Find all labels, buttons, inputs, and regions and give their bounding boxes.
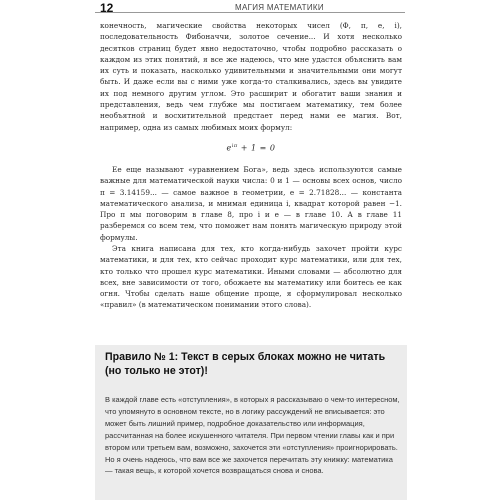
rule-title: Правило № 1: Текст в серых блоках можно не читать (но только не этот)! xyxy=(105,351,386,377)
formula-exponent: iπ xyxy=(231,142,238,149)
page-number: 12 xyxy=(100,1,114,15)
rule-text: В каждой главе есть «отступления», в которых я рассказываю о чем-то интересном, что упомянуто в основном тексте, но в логику рассуждений не вписывается: это может быть лишний пример, подробное доказательство или информация, рассчитанная на более искушенного читателя. При первом чтении главы как и при втором или третьем вам, возможно, захочется эти «отступления» проигнорировать. Но я очень надеюсь, что вам все же захочется перечитать эту книжку: математика — такая вещь, к которой хочется возвращаться снова и снова. xyxy=(105,395,400,476)
paragraph-1: конечность, магические свойства некоторых чисел (Φ, π, e, i), последовательность Фибоначчи, золотое сечение... И хотя несколько десятков страниц будет явно недостаточно, чтобы подробно рассказать о каждом из этих понятий, я все же надеюсь, что мне удастся объяснить вам их суть и показать, насколько удивительными и значительными они могут быть. И даже если вы с ними уже когда-то сталкивались, здесь вы увидите их под немного другим углом. Это расширит и обогатит ваши знания и представления, ведь чем глубже мы постигаем математику, тем более необъятной и восхитительной предстает перед нами ее магия. Вот, например, одна из самых любимых моих формул: xyxy=(100,21,402,132)
page-header xyxy=(0,0,500,18)
header-rule xyxy=(95,12,405,13)
running-head: МАГИЯ МАТЕМАТИКИ xyxy=(235,3,324,12)
paragraph-3: Эта книга написана для тех, кто когда-нибудь захочет пройти курс математики, и для тех, кто сейчас проходит курс математики, или для тех, кто только что прошел курс математики. Иными словами — абсолютно для всех, вне зависимости от того, обожаете вы математику или боитесь ее как огня. Чтобы сделать наше общение проще, я сформулировал несколько «правил» (в математическом понимании этого слова). xyxy=(100,244,402,310)
body-text xyxy=(100,20,402,311)
formula-rest: + 1 = 0 xyxy=(237,143,276,153)
rule-box xyxy=(95,345,407,500)
formula-base: e xyxy=(226,143,232,153)
paragraph-2: Ее еще называют «уравнением Бога», ведь здесь используются самые важные для математической науки числа: 0 и 1 — основы всех основ, число π = 3.14159... — самое важное в геометрии, e = 2.71828... — константа математического анализа, и мнимая единица i, квадрат которой равен −1. Про π мы поговорим в главе 8, про i и e — в главе 10. А в главе 11 разберемся со всем тем, что поможет нам понять магическую природу этой формулы. xyxy=(100,164,402,242)
euler-formula xyxy=(100,141,402,154)
